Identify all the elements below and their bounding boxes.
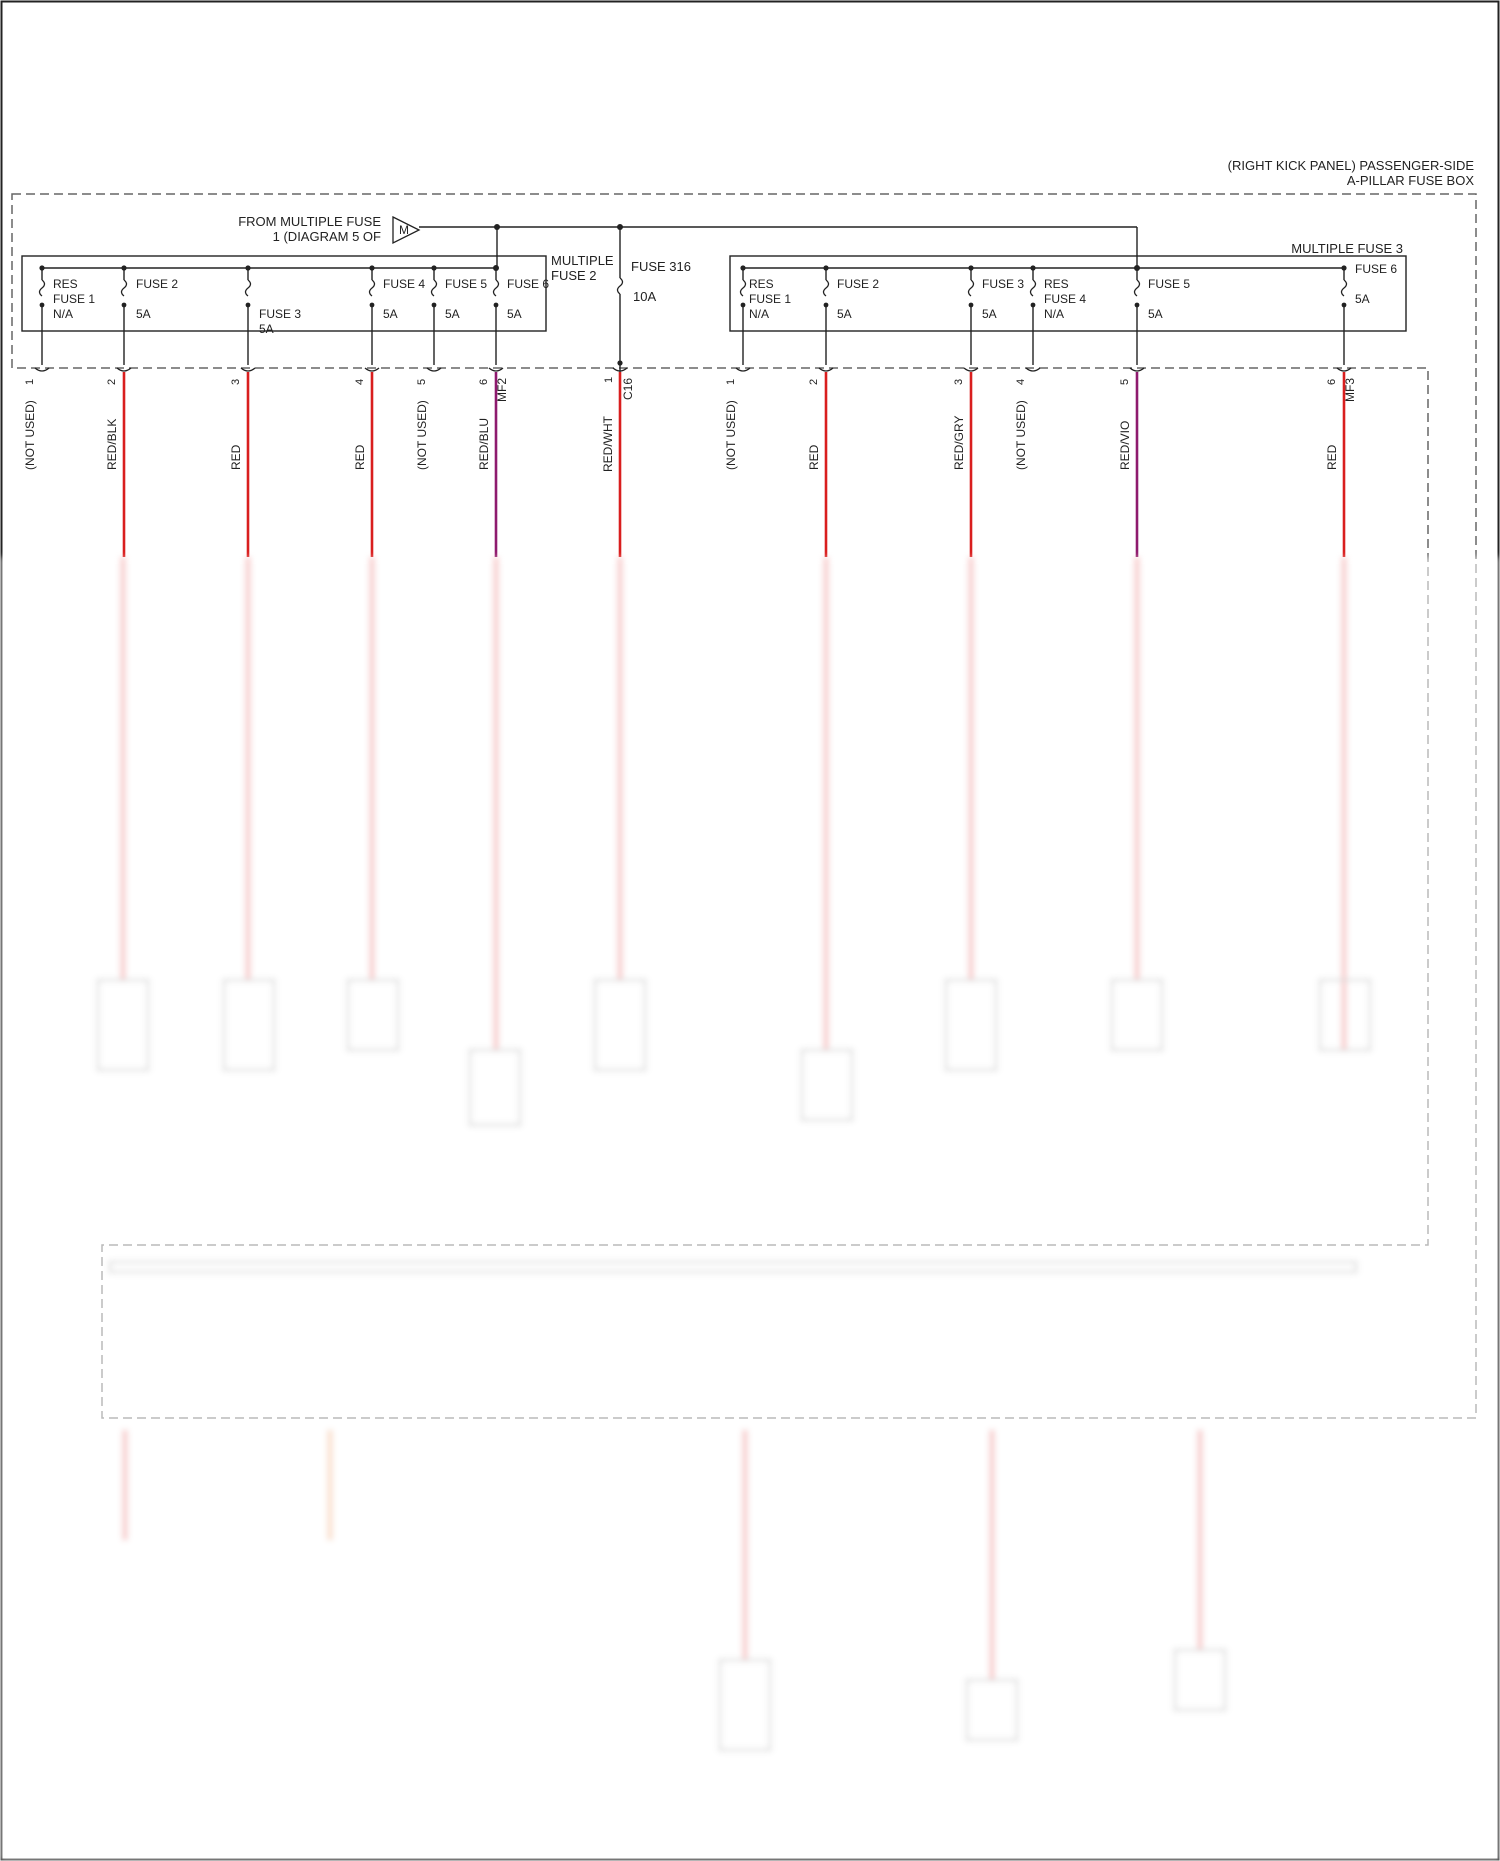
multiple-fuse-2-title-line1: MULTIPLE bbox=[551, 253, 614, 268]
mf2-fuse-1-label-l3: N/A bbox=[53, 307, 74, 321]
mf3-fuse-4-label-l1: RES bbox=[1044, 277, 1069, 291]
mf2-fuse-3-label-l3: 5A bbox=[259, 322, 274, 336]
mf2-fuse-4-label-l3: 5A bbox=[383, 307, 398, 321]
mf2-pin-number-2: 2 bbox=[106, 378, 118, 385]
mf2-pin-number-3: 3 bbox=[230, 378, 242, 385]
mf2-fuse-2-element bbox=[122, 280, 127, 296]
mf2-wire-color-4: RED bbox=[353, 444, 367, 470]
mf3-fuse-4-element bbox=[1031, 280, 1036, 296]
mf3-fuse-4-label-l3: N/A bbox=[1044, 307, 1065, 321]
mf2-fuse-1-label-l2: FUSE 1 bbox=[53, 292, 96, 306]
mf3-fuse-2-label-l3: 5A bbox=[837, 307, 852, 321]
mf2-fuse-6-element bbox=[494, 280, 499, 296]
mf3-fuse-5-element bbox=[1135, 280, 1140, 296]
mf2-fuse-3-label-l2: FUSE 3 bbox=[259, 307, 302, 321]
feed-bus bbox=[419, 227, 1137, 268]
mf2-pin-number-1: 1 bbox=[24, 378, 36, 385]
mf2-feed-junction bbox=[493, 265, 499, 271]
mf3-fuse-3-label-l3: 5A bbox=[982, 307, 997, 321]
mf2-fuse-5-label-l1: FUSE 5 bbox=[445, 277, 488, 291]
feed-label-line2: 1 (DIAGRAM 5 OF bbox=[272, 229, 381, 244]
mf3-pin-number-2: 2 bbox=[808, 378, 820, 385]
mf2-pin-number-6: 6 bbox=[478, 378, 490, 385]
mf3-wire-color-6: RED bbox=[1325, 444, 1339, 470]
mf2-wire-color-6: RED/BLU bbox=[477, 417, 491, 470]
mf2-wire-color-2: RED/BLK bbox=[105, 418, 119, 470]
mf2-fuse-1-element bbox=[40, 280, 45, 296]
mf3-wire-color-1: (NOT USED) bbox=[724, 400, 738, 470]
fuse-316-rating: 10A bbox=[633, 289, 657, 304]
mf2-fuse-5-label-l3: 5A bbox=[445, 307, 460, 321]
mf3-wire-color-2: RED bbox=[807, 444, 821, 470]
fuse-box-location-line2: A-PILLAR FUSE BOX bbox=[1346, 173, 1474, 188]
mf3-wire-color-5: RED/VIO bbox=[1118, 420, 1132, 470]
multiple-fuse-3-title: MULTIPLE FUSE 3 bbox=[1291, 241, 1403, 256]
mf2-fuse-2-label-l3: 5A bbox=[136, 307, 151, 321]
mf2-fuse-4-element bbox=[370, 280, 375, 296]
fuse-316-label: FUSE 316 bbox=[631, 259, 691, 274]
fuse-box-location-line1: (RIGHT KICK PANEL) PASSENGER-SIDE bbox=[1227, 158, 1474, 173]
mf3-wire-color-3: RED/GRY bbox=[952, 415, 966, 470]
fuse-316-wire-color: RED/WHT bbox=[601, 416, 615, 472]
faded-lower-diagram bbox=[0, 557, 1500, 1861]
mf3-pin-number-6: 6 bbox=[1326, 378, 1338, 385]
multiple-fuse-2-title-line2: FUSE 2 bbox=[551, 268, 597, 283]
mf3-fuse-1-label-l3: N/A bbox=[749, 307, 770, 321]
mf3-pin-number-4: 4 bbox=[1015, 378, 1027, 385]
multiple-fuse-3-fuses bbox=[724, 262, 1397, 557]
mf2-connector-label: MF2 bbox=[495, 378, 509, 402]
mf2-fuse-4-label-l1: FUSE 4 bbox=[383, 277, 426, 291]
mf2-fuse-6-label-l3: 5A bbox=[507, 307, 522, 321]
mf3-wire-color-4: (NOT USED) bbox=[1014, 400, 1028, 470]
mf2-pin-number-5: 5 bbox=[416, 378, 428, 385]
mf2-fuse-5-element bbox=[432, 280, 437, 296]
mf3-fuse-6-element bbox=[1342, 280, 1347, 296]
mf3-fuse-3-element bbox=[969, 280, 974, 296]
mf3-fuse-6-label-l1: FUSE 6 bbox=[1355, 262, 1398, 276]
mf3-fuse-4-label-l2: FUSE 4 bbox=[1044, 292, 1087, 306]
mf2-fuse-2-label-l1: FUSE 2 bbox=[136, 277, 179, 291]
mf3-pin-number-5: 5 bbox=[1119, 378, 1131, 385]
fuse-316 bbox=[613, 260, 627, 557]
mf2-wire-color-5: (NOT USED) bbox=[415, 400, 429, 470]
mf3-fuse-5-label-l3: 5A bbox=[1148, 307, 1163, 321]
mf2-fuse-1-label-l1: RES bbox=[53, 277, 78, 291]
mf3-pin-number-3: 3 bbox=[953, 378, 965, 385]
mf3-feed-junction bbox=[1134, 265, 1140, 271]
fuse-316-pin: 1 bbox=[603, 376, 615, 383]
mf2-fuse-6-label-l1: FUSE 6 bbox=[507, 277, 550, 291]
mf2-wire-color-3: RED bbox=[229, 444, 243, 470]
mf3-fuse-6-label-l3: 5A bbox=[1355, 292, 1370, 306]
feed-connector-letter: M bbox=[399, 223, 409, 237]
fuse-316-connector: C16 bbox=[621, 377, 635, 400]
mf3-fuse-5-label-l1: FUSE 5 bbox=[1148, 277, 1191, 291]
mf2-pin-number-4: 4 bbox=[354, 378, 366, 385]
mf3-fuse-2-element bbox=[824, 280, 829, 296]
feed-label-line1: FROM MULTIPLE FUSE bbox=[238, 214, 381, 229]
mf3-fuse-1-label-l1: RES bbox=[749, 277, 774, 291]
mf3-fuse-3-label-l1: FUSE 3 bbox=[982, 277, 1025, 291]
mf3-fuse-1-label-l2: FUSE 1 bbox=[749, 292, 792, 306]
multiple-fuse-2-fuses bbox=[23, 265, 549, 557]
mf3-connector-label: MF3 bbox=[1343, 378, 1357, 402]
mf3-fuse-1-element bbox=[741, 280, 746, 296]
mf2-fuse-3-element bbox=[246, 280, 251, 296]
mf3-fuse-2-label-l1: FUSE 2 bbox=[837, 277, 880, 291]
mf2-wire-color-1: (NOT USED) bbox=[23, 400, 37, 470]
mf3-pin-number-1: 1 bbox=[725, 378, 737, 385]
